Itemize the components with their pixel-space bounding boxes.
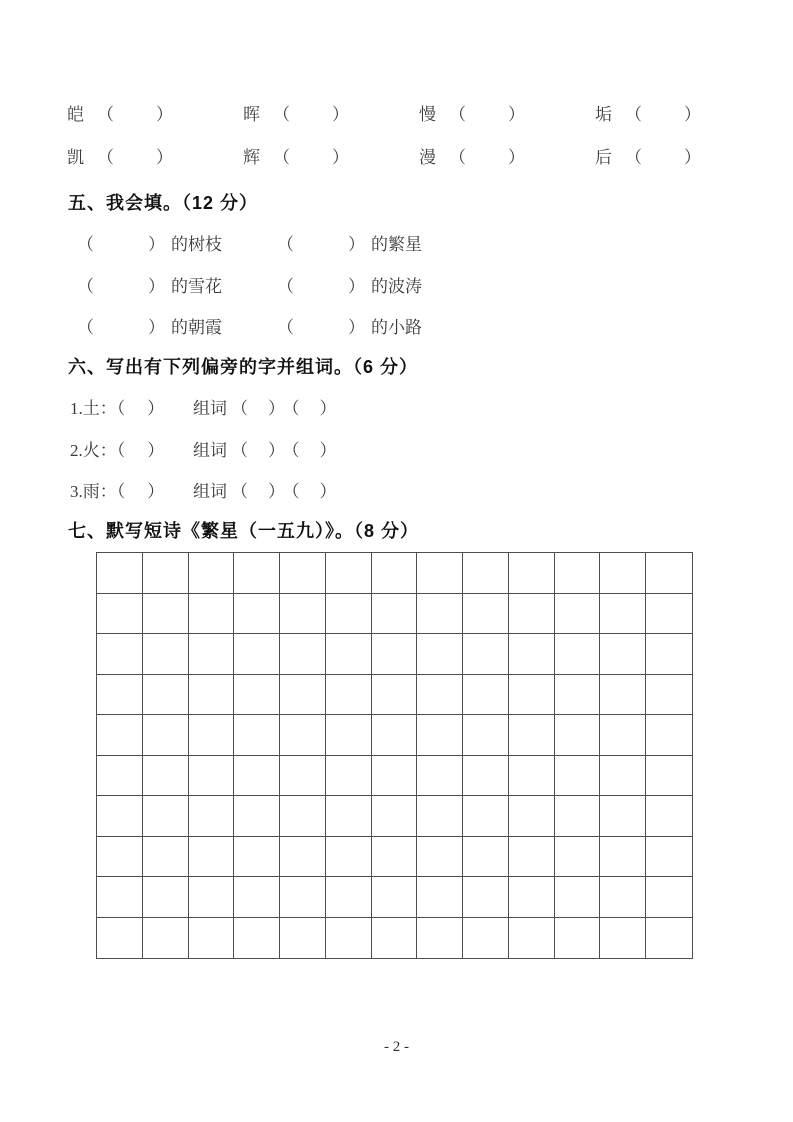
paren-open: （ <box>97 148 114 167</box>
radical-label: 1.土： <box>70 399 117 418</box>
grid-cell <box>417 918 463 959</box>
grid-cell <box>646 877 692 918</box>
zuci-blanks <box>193 440 337 461</box>
word-char: 凯 <box>67 148 84 167</box>
grid-cell <box>280 796 326 837</box>
grid-cell <box>189 715 235 756</box>
grid-cell <box>509 837 555 878</box>
paren-open: （ <box>97 105 114 124</box>
fill-blank-item <box>77 317 222 338</box>
grid-cell <box>417 553 463 594</box>
grid-cell <box>555 675 601 716</box>
grid-cell <box>97 715 143 756</box>
paren-open: （ <box>116 399 126 418</box>
paren-open: （ <box>231 441 248 460</box>
fill-blank-item <box>277 317 422 338</box>
radical-label: 3.雨： <box>70 482 117 501</box>
grid-cell <box>189 837 235 878</box>
word-char: 垢 <box>595 105 612 124</box>
grid-cell <box>143 877 189 918</box>
grid-cell <box>143 756 189 797</box>
paren-close: ） <box>319 441 337 460</box>
grid-cell <box>600 634 646 675</box>
grid-cell <box>600 796 646 837</box>
grid-cell <box>372 553 418 594</box>
grid-cell <box>189 553 235 594</box>
page-number: - 2 - <box>384 1039 409 1055</box>
grid-cell <box>189 594 235 635</box>
word-blank-item <box>67 147 243 168</box>
grid-cell <box>97 837 143 878</box>
grid-cell <box>326 553 372 594</box>
grid-cell <box>189 918 235 959</box>
zuci-label: 组词 <box>193 399 227 418</box>
fill-blank-item <box>277 234 422 255</box>
grid-cell <box>326 594 372 635</box>
grid-cell <box>417 756 463 797</box>
word-blank-item <box>419 104 595 125</box>
grid-cell <box>555 756 601 797</box>
paren-open: （ <box>231 482 248 501</box>
grid-cell <box>600 553 646 594</box>
paren-close: ） <box>268 441 285 460</box>
grid-cell <box>646 918 692 959</box>
fill-blank-row <box>67 317 727 339</box>
fill-suffix: 的小路 <box>371 318 422 337</box>
grid-cell <box>372 918 418 959</box>
grid-cell <box>600 594 646 635</box>
paren-open: （ <box>291 399 300 418</box>
grid-cell <box>417 634 463 675</box>
grid-cell <box>372 837 418 878</box>
word-char: 辉 <box>243 148 260 167</box>
grid-cell <box>509 877 555 918</box>
paren-open: （ <box>77 277 94 296</box>
grid-cell <box>280 837 326 878</box>
grid-cell <box>509 756 555 797</box>
fill-blank-item <box>77 234 222 255</box>
grid-cell <box>372 594 418 635</box>
paren-open: （ <box>625 105 642 124</box>
paren-close: ） <box>348 235 365 254</box>
word-char: 晖 <box>243 105 260 124</box>
grid-cell <box>189 634 235 675</box>
paren-open: （ <box>116 482 126 501</box>
fill-suffix: 的朝霞 <box>171 318 222 337</box>
fill-suffix: 的树枝 <box>171 235 222 254</box>
grid-cell <box>189 796 235 837</box>
word-blank-item <box>243 104 419 125</box>
zuci-label: 组词 <box>193 441 227 460</box>
grid-cell <box>97 796 143 837</box>
zuci-label: 组词 <box>193 482 227 501</box>
paren-open: （ <box>449 148 466 167</box>
grid-cell <box>326 837 372 878</box>
paren-open: （ <box>273 105 290 124</box>
grid-cell <box>417 877 463 918</box>
word-char: 慢 <box>419 105 436 124</box>
word-formation-row <box>67 147 771 168</box>
paren-close: ） <box>148 318 165 337</box>
grid-cell <box>555 837 601 878</box>
grid-cell <box>143 553 189 594</box>
grid-cell <box>646 594 692 635</box>
grid-cell <box>646 756 692 797</box>
poem-grid <box>96 552 693 959</box>
section-six-heading: 六、写出有下列偏旁的字并组词。（6 分） <box>68 357 419 377</box>
paren-close: ） <box>148 277 165 296</box>
paren-open: （ <box>231 399 248 418</box>
paren-close: ） <box>508 148 525 167</box>
grid-cell <box>280 918 326 959</box>
grid-cell <box>143 918 189 959</box>
grid-cell <box>417 594 463 635</box>
grid-cell <box>463 837 509 878</box>
grid-cell <box>326 918 372 959</box>
paren-close: ） <box>332 105 349 124</box>
paren-close: ） <box>147 399 165 418</box>
grid-cell <box>97 553 143 594</box>
grid-cell <box>143 837 189 878</box>
grid-cell <box>234 594 280 635</box>
fill-blank-row <box>67 276 727 298</box>
grid-cell <box>600 715 646 756</box>
radical-prompt <box>70 398 164 419</box>
paren-open: （ <box>273 148 290 167</box>
grid-cell <box>280 877 326 918</box>
paren-open: （ <box>277 277 294 296</box>
grid-cell <box>600 756 646 797</box>
grid-cell <box>189 756 235 797</box>
grid-cell <box>372 756 418 797</box>
paren-close: ） <box>148 235 165 254</box>
grid-cell <box>417 837 463 878</box>
grid-cell <box>555 715 601 756</box>
grid-cell <box>646 796 692 837</box>
paren-open: （ <box>449 105 466 124</box>
grid-cell <box>555 594 601 635</box>
grid-cell <box>600 918 646 959</box>
grid-cell <box>555 796 601 837</box>
radical-item-row <box>70 440 730 462</box>
grid-cell <box>234 837 280 878</box>
grid-cell <box>646 837 692 878</box>
grid-cell <box>555 877 601 918</box>
grid-cell <box>189 675 235 716</box>
grid-cell <box>143 715 189 756</box>
grid-cell <box>234 553 280 594</box>
paren-close: ） <box>156 105 173 124</box>
grid-cell <box>326 634 372 675</box>
grid-cell <box>280 756 326 797</box>
grid-cell <box>646 675 692 716</box>
radical-label: 2.火： <box>70 441 117 460</box>
grid-cell <box>463 877 509 918</box>
word-char: 皑 <box>67 105 84 124</box>
grid-cell <box>143 675 189 716</box>
grid-cell <box>234 877 280 918</box>
grid-cell <box>326 675 372 716</box>
word-char: 漫 <box>419 148 436 167</box>
paren-close: ） <box>147 482 165 501</box>
grid-cell <box>326 796 372 837</box>
grid-cell <box>97 918 143 959</box>
grid-cell <box>143 594 189 635</box>
word-blank-item <box>419 147 595 168</box>
grid-cell <box>555 553 601 594</box>
paren-close: ） <box>147 441 165 460</box>
word-blank-item <box>595 104 771 125</box>
grid-cell <box>326 877 372 918</box>
grid-cell <box>463 756 509 797</box>
grid-cell <box>463 634 509 675</box>
grid-cell <box>417 715 463 756</box>
grid-cell <box>97 756 143 797</box>
paren-close: ） <box>684 105 701 124</box>
grid-cell <box>372 877 418 918</box>
paren-close: ） <box>348 318 365 337</box>
paren-open: （ <box>77 318 94 337</box>
zuci-blanks <box>193 481 337 502</box>
grid-cell <box>97 877 143 918</box>
grid-cell <box>600 877 646 918</box>
paren-close: ） <box>319 482 337 501</box>
grid-cell <box>97 675 143 716</box>
grid-cell <box>234 634 280 675</box>
grid-cell <box>143 634 189 675</box>
grid-cell <box>234 756 280 797</box>
grid-cell <box>509 634 555 675</box>
grid-cell <box>509 918 555 959</box>
radical-item-row <box>70 398 730 420</box>
grid-cell <box>646 715 692 756</box>
grid-cell <box>326 756 372 797</box>
grid-cell <box>280 594 326 635</box>
grid-cell <box>189 877 235 918</box>
fill-suffix: 的雪花 <box>171 277 222 296</box>
grid-cell <box>555 634 601 675</box>
grid-cell <box>97 594 143 635</box>
fill-suffix: 的波涛 <box>371 277 422 296</box>
radical-prompt <box>70 440 164 461</box>
grid-cell <box>555 918 601 959</box>
paren-open: （ <box>625 148 642 167</box>
grid-cell <box>646 553 692 594</box>
grid-cell <box>417 796 463 837</box>
grid-cell <box>463 715 509 756</box>
paren-open: （ <box>277 235 294 254</box>
grid-cell <box>97 634 143 675</box>
word-blank-item <box>243 147 419 168</box>
grid-cell <box>280 715 326 756</box>
grid-cell <box>143 796 189 837</box>
paren-close: ） <box>268 399 285 418</box>
section-seven-heading: 七、默写短诗《繁星（一五九）》。（8 分） <box>68 521 420 541</box>
grid-cell <box>372 715 418 756</box>
paren-open: （ <box>277 318 294 337</box>
grid-cell <box>509 553 555 594</box>
radical-item-row <box>70 481 730 503</box>
paren-close: ） <box>319 399 337 418</box>
grid-cell <box>509 675 555 716</box>
fill-suffix: 的繁星 <box>371 235 422 254</box>
grid-cell <box>417 675 463 716</box>
grid-cell <box>234 918 280 959</box>
grid-cell <box>463 675 509 716</box>
paren-close: ） <box>268 482 285 501</box>
grid-cell <box>372 796 418 837</box>
fill-blank-item <box>277 276 422 297</box>
grid-cell <box>280 675 326 716</box>
paren-close: ） <box>332 148 349 167</box>
grid-cell <box>509 594 555 635</box>
paren-open: （ <box>116 441 126 460</box>
paren-close: ） <box>348 277 365 296</box>
grid-cell <box>600 675 646 716</box>
grid-cell <box>463 796 509 837</box>
grid-cell <box>463 594 509 635</box>
grid-cell <box>280 634 326 675</box>
grid-cell <box>509 715 555 756</box>
paren-close: ） <box>684 148 701 167</box>
zuci-blanks <box>193 398 337 419</box>
grid-cell <box>372 634 418 675</box>
word-formation-row <box>67 104 771 125</box>
paren-open: （ <box>77 235 94 254</box>
fill-blank-item <box>77 276 222 297</box>
word-char: 后 <box>595 148 612 167</box>
grid-cell <box>509 796 555 837</box>
grid-cell <box>463 553 509 594</box>
word-blank-item <box>67 104 243 125</box>
paren-close: ） <box>508 105 525 124</box>
radical-prompt <box>70 481 164 502</box>
grid-cell <box>646 634 692 675</box>
paren-open: （ <box>291 482 300 501</box>
grid-cell <box>234 715 280 756</box>
grid-cell <box>280 553 326 594</box>
paren-open: （ <box>291 441 300 460</box>
grid-cell <box>234 796 280 837</box>
grid-cell <box>326 715 372 756</box>
grid-cell <box>372 675 418 716</box>
fill-blank-row <box>67 234 727 256</box>
paren-close: ） <box>156 148 173 167</box>
grid-cell <box>463 918 509 959</box>
section-five-heading: 五、我会填。（12 分） <box>68 193 259 213</box>
grid-cell <box>234 675 280 716</box>
word-blank-item <box>595 147 771 168</box>
grid-cell <box>600 837 646 878</box>
